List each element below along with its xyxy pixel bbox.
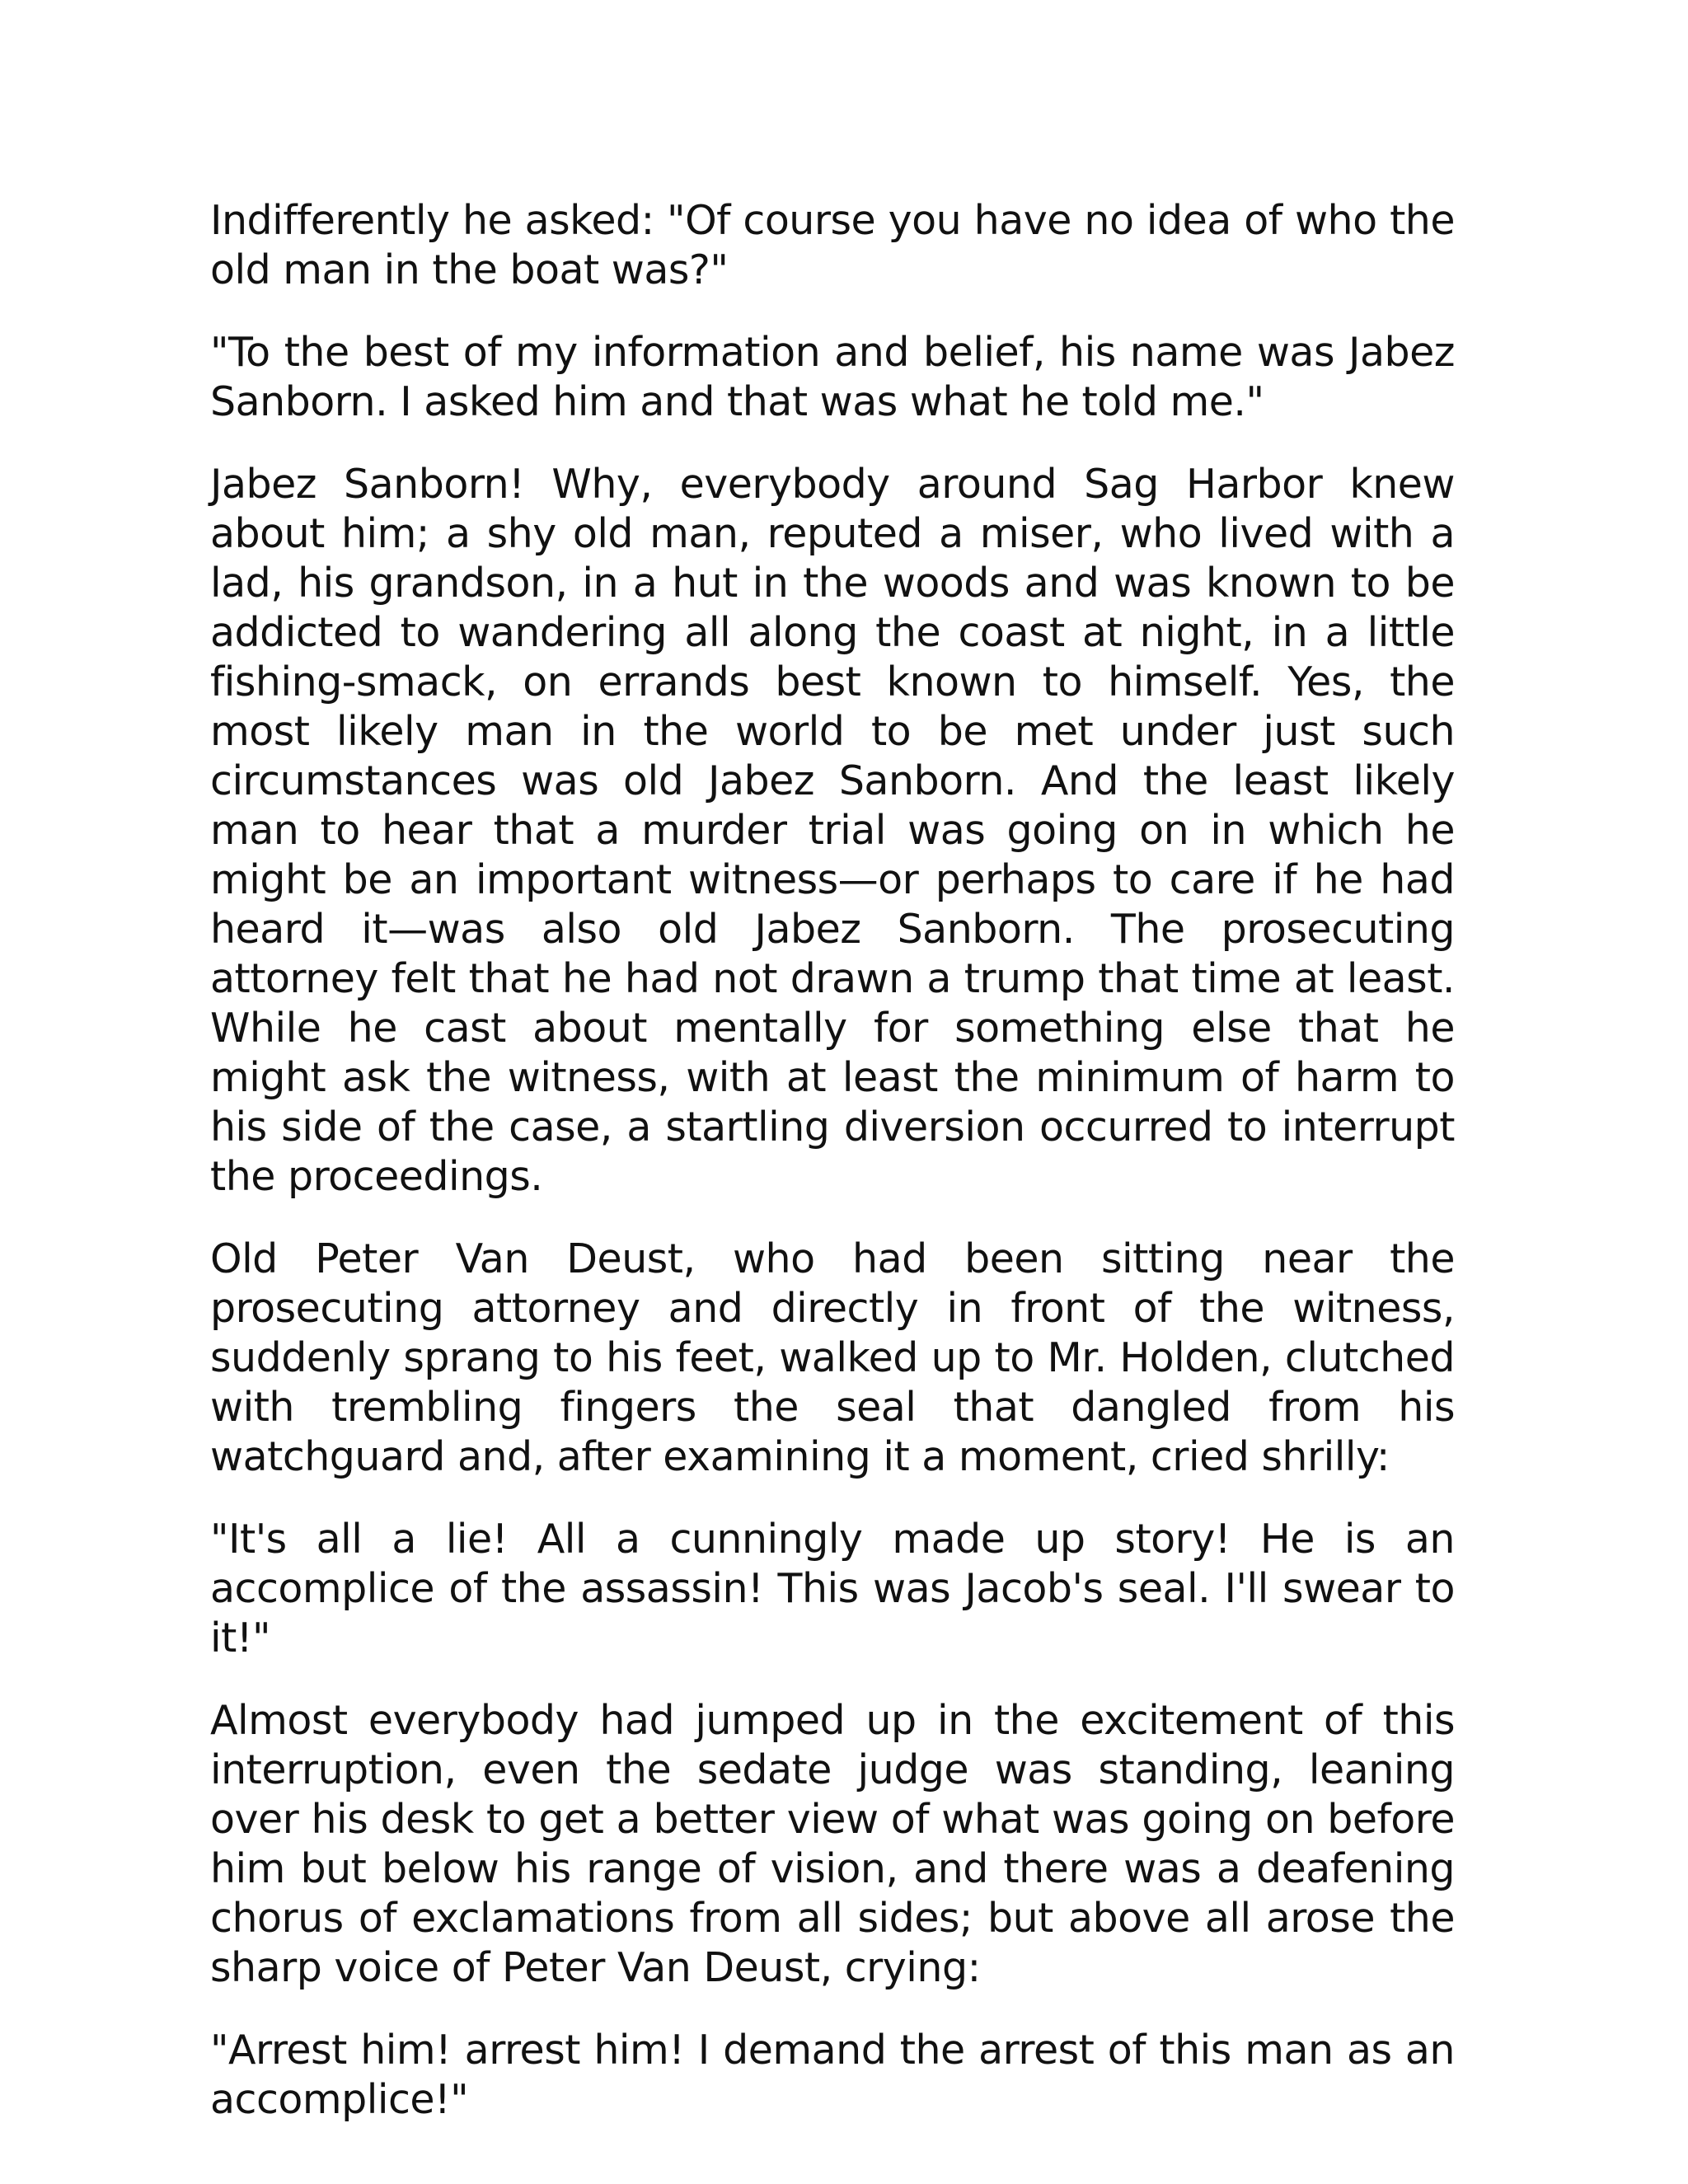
paragraph-7: "Arrest him! arrest him! I demand the arrest of this man as an accomplice!" [210, 2027, 1455, 2123]
paragraph-6: Almost everybody had jumped up in the excitement of this interruption, even the sedate judge was standing, leaning over his desk to get a better view of what was going on before him but below his range of vision, and there was a deafening chorus of exclamations from all sides; but above all arose the sharp voice of Peter Van Deust, crying: [210, 1697, 1455, 1991]
paragraph-3: Jabez Sanborn! Why, everybody around Sag Harbor knew about him; a shy old man, reputed a miser, who lived with a lad, his grandson, in a hut in the woods and was known to be addicted to wandering all along the coast at night, in a little fishing-smack, on errands best known to himself. Yes, the most likely man in the world to be met under just such circumstances was old Jabez Sanborn. And the least likely man to hear that a murder trial was going on in which he might be an important witness—or perhaps to care if he had heard it—was also old Jabez Sanborn. The prosecuting attorney felt that he had not drawn a trump that time at least. While he cast about mentally for something else that he might ask the witness, with at least the minimum of harm to his side of the case, a startling diversion occurred to interrupt the proceedings. [210, 461, 1455, 1200]
paragraph-4: Old Peter Van Deust, who had been sitting near the prosecuting attorney and directly in front of the witness, suddenly sprang to his feet, walked up to Mr. Holden, clutched with trembling fingers the seal that dangled from his watchguard and, after examining it a moment, cried shrilly: [210, 1235, 1455, 1480]
paragraph-5: "It's all a lie! All a cunningly made up story! He is an accomplice of the assassin! This was Jacob's seal. I'll swear to it!" [210, 1516, 1455, 1661]
paragraph-1: Indifferently he asked: "Of course you have no idea of who the old man in the boat was?" [210, 197, 1455, 293]
paragraph-2: "To the best of my information and belief, his name was Jabez Sanborn. I asked him and that was what he told me." [210, 329, 1455, 425]
document-page [210, 196, 1455, 2125]
